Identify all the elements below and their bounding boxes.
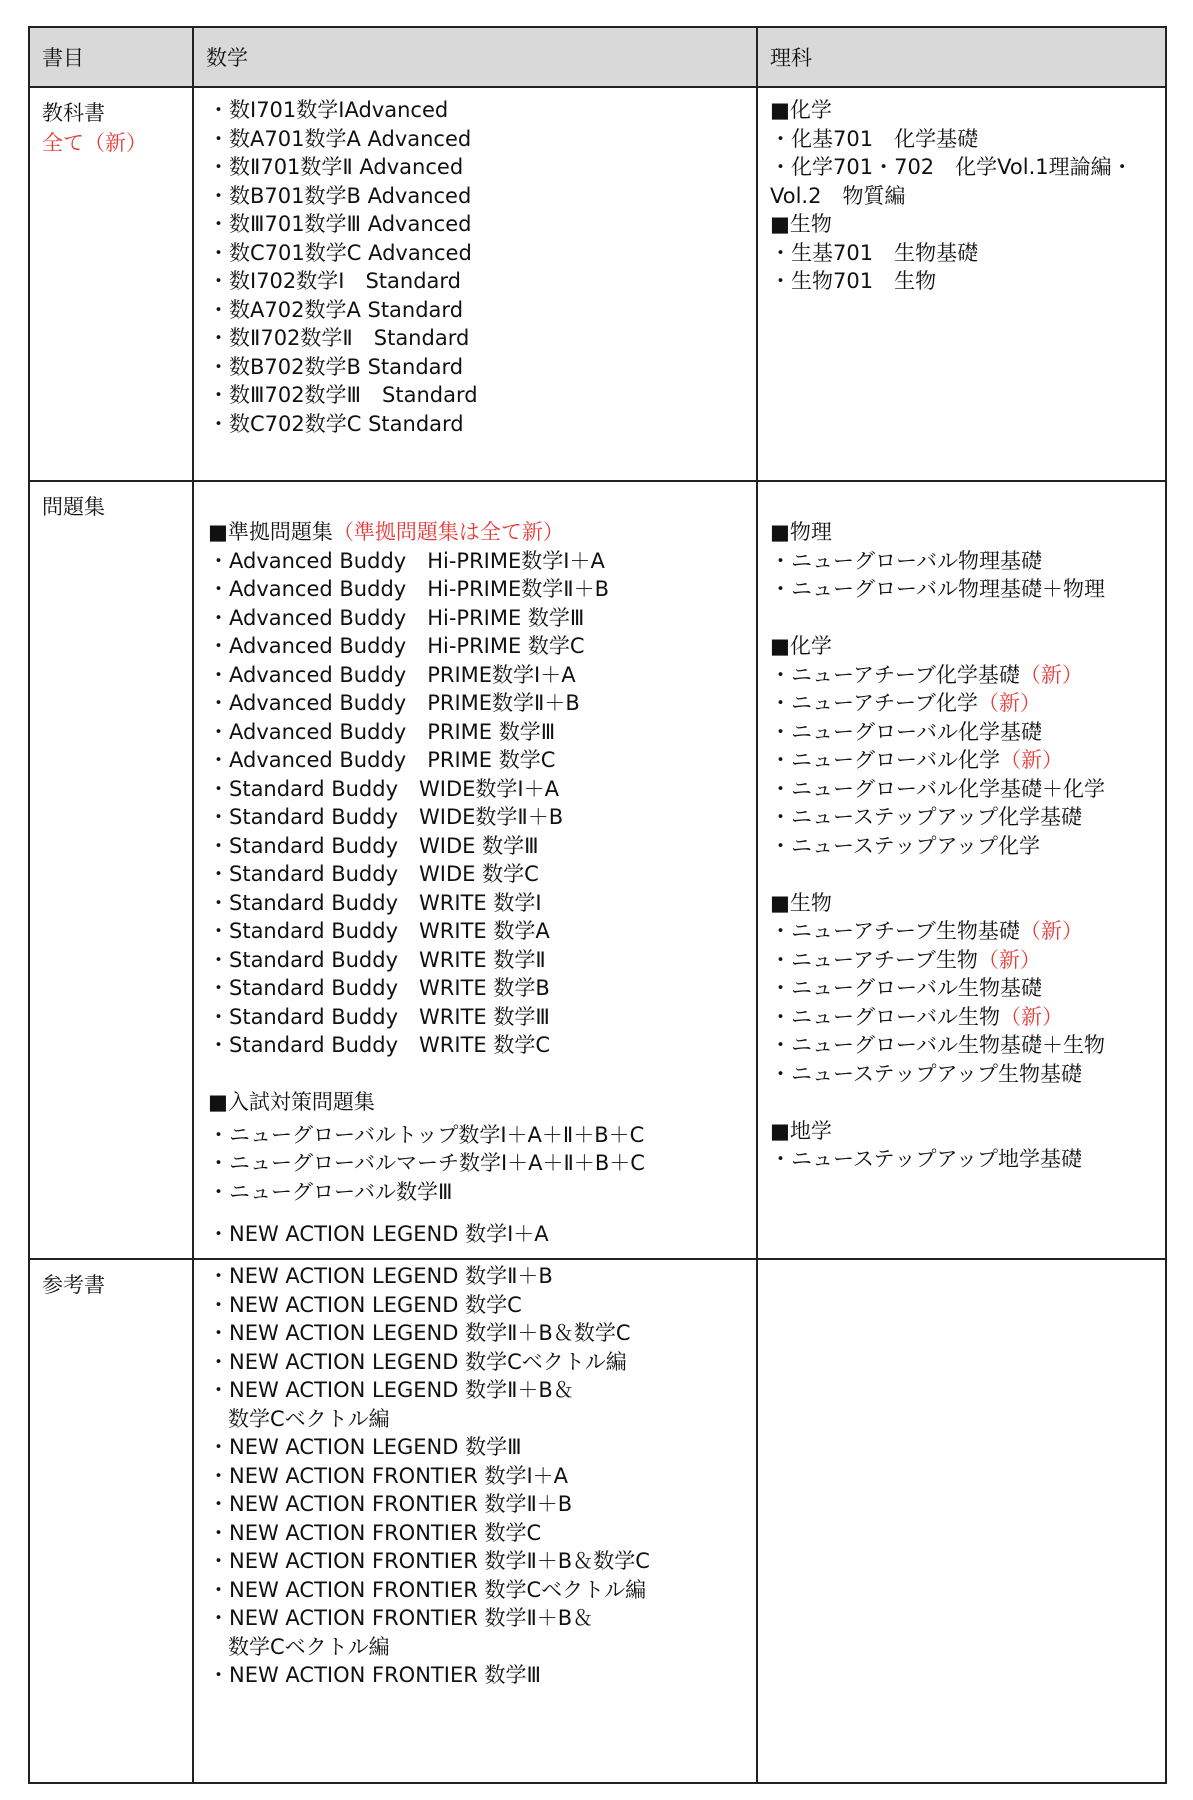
list-item bbox=[770, 575, 1165, 604]
textbook-row bbox=[29, 87, 1166, 481]
textbook-label-cell bbox=[29, 87, 193, 481]
item-title: ・NEW ACTION LEGEND 数学Ⅱ＋B＆数学C bbox=[208, 1321, 631, 1345]
new-edition-marker: （新） bbox=[1019, 662, 1083, 687]
list-item bbox=[770, 917, 1165, 946]
compliant-problems-list bbox=[208, 547, 756, 1060]
textbook-bio-heading: ■生物 bbox=[770, 212, 832, 236]
book-list-table bbox=[28, 26, 1167, 1784]
list-item: ・数A701数学A Advanced bbox=[208, 126, 472, 151]
list-item: ・Advanced Buddy PRIME数学Ⅰ＋A bbox=[208, 662, 576, 687]
list-item: ・数B701数学B Advanced bbox=[208, 183, 472, 208]
list-item: ・Advanced Buddy PRIME 数学C bbox=[208, 748, 556, 772]
item-title-continued: 数学Cベクトル編 bbox=[228, 1634, 390, 1659]
exam-problems-list bbox=[208, 1121, 756, 1207]
textbook-chem-list bbox=[770, 125, 1165, 182]
list-item: ・生物701 生物 bbox=[770, 269, 937, 293]
physics-list bbox=[770, 547, 1165, 604]
list-item: ・数B702数学B Standard bbox=[208, 354, 464, 379]
header-science: 理科 bbox=[757, 27, 1166, 87]
list-item: ・Standard Buddy WRITE 数学C bbox=[208, 1033, 550, 1057]
compliant-problems-heading bbox=[208, 518, 756, 547]
list-item: ・Standard Buddy WRITE 数学B bbox=[208, 976, 550, 1000]
list-item: ・ニューグローバル数学Ⅲ bbox=[208, 1179, 453, 1204]
item-title: ・ニューグローバル生物基礎 bbox=[770, 976, 1042, 1000]
new-edition-marker: （新） bbox=[999, 1004, 1063, 1029]
item-title: ・ニューグローバル化学基礎 bbox=[770, 719, 1042, 744]
textbook-science-cell bbox=[757, 87, 1166, 481]
item-title: ・ニューアチーブ化学基礎 bbox=[770, 662, 1020, 687]
item-title: ・ニューステップアップ化学 bbox=[770, 833, 1041, 858]
list-item bbox=[770, 718, 1165, 747]
biology-list bbox=[770, 917, 1165, 1088]
new-edition-marker: （新） bbox=[977, 947, 1041, 972]
list-item: ・数Ⅲ702数学Ⅲ Standard bbox=[208, 383, 478, 407]
list-item bbox=[770, 1060, 1165, 1089]
list-item: ・Standard Buddy WIDE数学Ⅱ＋B bbox=[208, 805, 564, 829]
physics-heading: ■物理 bbox=[770, 520, 832, 544]
list-item bbox=[770, 689, 1165, 718]
list-item: ・ニューグローバルマーチ数学Ⅰ＋A＋Ⅱ＋B＋C bbox=[208, 1151, 645, 1175]
list-item: ・Advanced Buddy Hi-PRIME 数学C bbox=[208, 634, 585, 658]
list-item bbox=[208, 1262, 756, 1291]
item-title: ・ニューグローバル物理基礎＋物理 bbox=[770, 577, 1105, 601]
reference-label-cell bbox=[29, 1259, 193, 1783]
list-item: ・数Ⅱ701数学Ⅱ Advanced bbox=[208, 155, 464, 179]
item-title: ・NEW ACTION FRONTIER 数学Ⅲ bbox=[208, 1663, 541, 1687]
item-title: ・ニューアチーブ生物基礎 bbox=[770, 919, 1020, 943]
list-item bbox=[770, 946, 1165, 975]
list-item bbox=[208, 1291, 756, 1320]
list-item bbox=[208, 1490, 756, 1519]
list-item bbox=[208, 1376, 756, 1433]
list-item: ・Standard Buddy WIDE数学Ⅰ＋A bbox=[208, 776, 559, 801]
list-item: ・数C702数学C Standard bbox=[208, 411, 464, 436]
item-title: ・NEW ACTION LEGEND 数学C bbox=[208, 1292, 522, 1317]
list-item bbox=[770, 803, 1165, 832]
list-item: ・化基701 化学基礎 bbox=[770, 126, 979, 151]
list-item: ・Advanced Buddy Hi-PRIME 数学Ⅲ bbox=[208, 605, 585, 630]
compliant-problems-note: （準拠問題集は全て新） bbox=[332, 520, 564, 544]
legend-overflow-item: ・NEW ACTION LEGEND 数学Ⅰ＋A bbox=[208, 1222, 549, 1246]
item-title: ・NEW ACTION FRONTIER 数学Cベクトル編 bbox=[208, 1577, 647, 1602]
list-item: ・Standard Buddy WIDE 数学C bbox=[208, 862, 539, 886]
list-item bbox=[770, 547, 1165, 576]
list-item bbox=[208, 1462, 756, 1491]
chemistry-heading: ■化学 bbox=[770, 634, 832, 658]
list-item: ・生基701 生物基礎 bbox=[770, 240, 979, 265]
list-item: ・Advanced Buddy PRIME 数学Ⅲ bbox=[208, 719, 556, 744]
list-item bbox=[208, 1661, 756, 1690]
item-title: ・NEW ACTION FRONTIER 数学Ⅱ＋B bbox=[208, 1492, 573, 1516]
textbook-math-list bbox=[208, 96, 756, 438]
textbook-math-cell bbox=[193, 87, 757, 481]
new-edition-marker: （新） bbox=[1019, 919, 1083, 943]
item-title: ・ニューステップアップ化学基礎 bbox=[770, 805, 1083, 829]
item-title: ・ニューステップアップ地学基礎 bbox=[770, 1147, 1083, 1171]
list-item: ・数Ⅲ701数学Ⅲ Advanced bbox=[208, 212, 472, 236]
list-item bbox=[770, 974, 1165, 1003]
header-math: 数学 bbox=[193, 27, 757, 87]
problem-book-row bbox=[29, 481, 1166, 1259]
list-item: ・化学701・702 化学Vol.1理論編・ bbox=[770, 155, 1133, 179]
reference-math-list bbox=[208, 1262, 756, 1690]
list-item: ・数A702数学A Standard bbox=[208, 297, 464, 322]
item-title: ・NEW ACTION LEGEND 数学Ⅱ＋B bbox=[208, 1264, 553, 1288]
chemistry-list bbox=[770, 661, 1165, 861]
list-item bbox=[770, 775, 1165, 804]
list-item bbox=[770, 1003, 1165, 1032]
item-title: ・ニューグローバル化学 bbox=[770, 748, 1000, 772]
list-item: ・Advanced Buddy Hi-PRIME数学Ⅱ＋B bbox=[208, 577, 609, 601]
list-item bbox=[770, 1145, 1165, 1174]
list-item: ・数C701数学C Advanced bbox=[208, 240, 472, 265]
list-item bbox=[208, 1433, 756, 1462]
exam-problems-heading: ■入試対策問題集 bbox=[208, 1090, 375, 1114]
item-title: ・NEW ACTION FRONTIER 数学Ⅱ＋B＆数学C bbox=[208, 1549, 650, 1573]
item-title: ・ニューアチーブ生物 bbox=[770, 947, 978, 972]
list-item: ・数Ⅱ702数学Ⅱ Standard bbox=[208, 326, 470, 350]
new-edition-marker: （新） bbox=[999, 748, 1063, 772]
item-title-continued: 数学Cベクトル編 bbox=[228, 1406, 390, 1431]
list-item: ・Standard Buddy WRITE 数学Ⅰ bbox=[208, 890, 542, 915]
item-title: ・NEW ACTION LEGEND 数学Ⅱ＋B＆ bbox=[208, 1378, 574, 1402]
new-edition-marker: （新） bbox=[977, 691, 1041, 715]
reference-math-cell bbox=[193, 1259, 757, 1783]
list-item: ・数Ⅰ702数学Ⅰ Standard bbox=[208, 269, 462, 293]
item-title: ・ニューアチーブ化学 bbox=[770, 691, 978, 715]
list-item: ・ニューグローバルトップ数学Ⅰ＋A＋Ⅱ＋B＋C bbox=[208, 1122, 645, 1147]
list-item bbox=[770, 746, 1165, 775]
reference-label: 参考書 bbox=[42, 1273, 105, 1297]
list-item bbox=[770, 1031, 1165, 1060]
list-item: ・数Ⅰ701数学ⅠAdvanced bbox=[208, 98, 449, 122]
earth-science-list bbox=[770, 1145, 1165, 1174]
list-item: ・Standard Buddy WIDE 数学Ⅲ bbox=[208, 833, 539, 858]
problem-label-cell bbox=[29, 481, 193, 1259]
list-item bbox=[208, 1547, 756, 1576]
item-title: ・ニューグローバル生物 bbox=[770, 1004, 1000, 1029]
textbook-label: 教科書 bbox=[42, 101, 105, 125]
item-title: ・ニューステップアップ生物基礎 bbox=[770, 1061, 1083, 1086]
item-title: ・ニューグローバル生物基礎＋生物 bbox=[770, 1033, 1105, 1057]
biology-heading: ■生物 bbox=[770, 890, 832, 915]
textbook-bio-list bbox=[770, 239, 1165, 296]
reference-science-cell bbox=[757, 1259, 1166, 1783]
item-title: ・NEW ACTION FRONTIER 数学C bbox=[208, 1520, 542, 1545]
list-item bbox=[770, 832, 1165, 861]
reference-book-row bbox=[29, 1259, 1166, 1783]
list-item: ・Advanced Buddy PRIME数学Ⅱ＋B bbox=[208, 691, 580, 715]
textbook-new-note: 全て（新） bbox=[42, 131, 147, 155]
textbook-chem-heading: ■化学 bbox=[770, 98, 832, 122]
item-title: ・NEW ACTION LEGEND 数学Ⅲ bbox=[208, 1435, 522, 1459]
earth-science-heading: ■地学 bbox=[770, 1118, 832, 1143]
item-title: ・NEW ACTION FRONTIER 数学Ⅱ＋B＆ bbox=[208, 1606, 594, 1630]
list-item bbox=[208, 1519, 756, 1548]
header-books: 書目 bbox=[29, 27, 193, 87]
item-title: ・ニューグローバル物理基礎 bbox=[770, 548, 1042, 573]
list-item: ・Standard Buddy WRITE 数学Ⅲ bbox=[208, 1004, 550, 1029]
problem-science-cell bbox=[757, 481, 1166, 1259]
list-item bbox=[208, 1576, 756, 1605]
textbook-chem-continued: Vol.2 物質編 bbox=[770, 183, 906, 208]
list-item: ・Standard Buddy WRITE 数学Ⅱ bbox=[208, 947, 546, 972]
list-item bbox=[770, 661, 1165, 690]
list-item: ・Advanced Buddy Hi-PRIME数学Ⅰ＋A bbox=[208, 548, 605, 573]
item-title: ・ニューグローバル化学基礎＋化学 bbox=[770, 776, 1105, 801]
item-title: ・NEW ACTION FRONTIER 数学Ⅰ＋A bbox=[208, 1463, 569, 1488]
list-item: ・Standard Buddy WRITE 数学A bbox=[208, 919, 550, 943]
item-title: ・NEW ACTION LEGEND 数学Cベクトル編 bbox=[208, 1349, 627, 1374]
compliant-problems-title: ■準拠問題集 bbox=[208, 520, 333, 544]
header-row bbox=[29, 27, 1166, 87]
problem-label: 問題集 bbox=[42, 495, 105, 519]
list-item bbox=[208, 1348, 756, 1377]
problem-math-cell bbox=[193, 481, 757, 1259]
list-item bbox=[208, 1319, 756, 1348]
list-item bbox=[208, 1604, 756, 1661]
